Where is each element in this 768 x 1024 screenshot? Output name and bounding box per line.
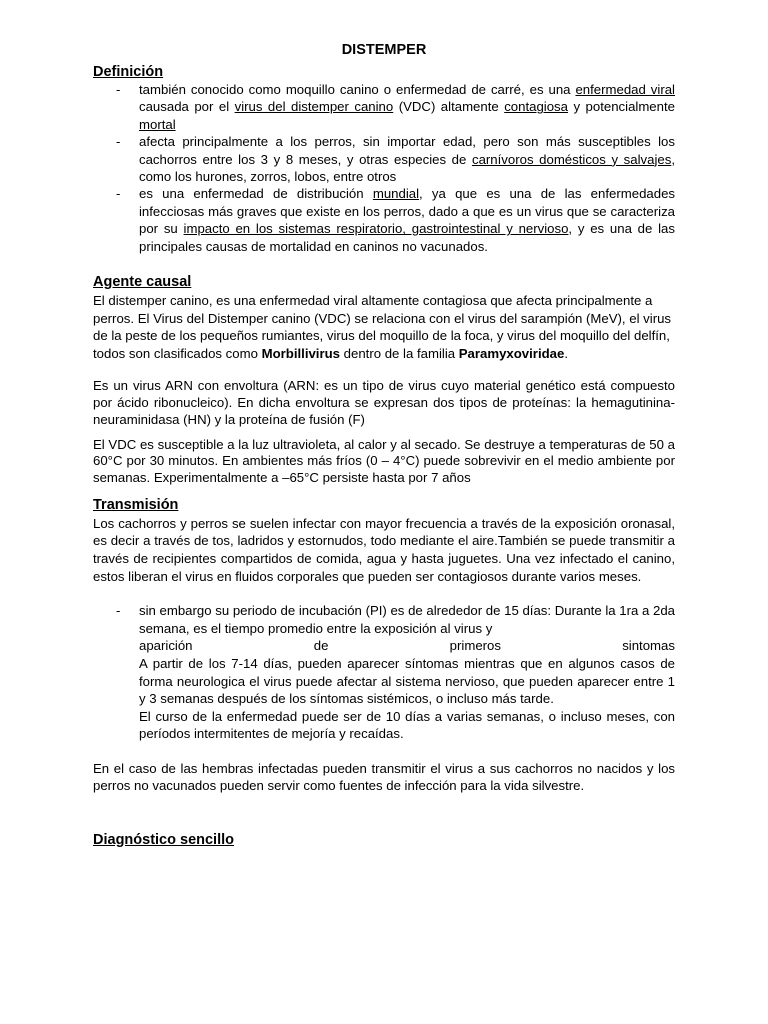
transmision-list [93, 602, 675, 743]
underlined-term: mortal [139, 116, 176, 132]
text-run: , y es una de las principales causas de mortalidad en caninos no vacunados. [139, 221, 675, 254]
definicion-item-3 [93, 185, 675, 255]
text-run: (VDC) altamente [393, 99, 505, 115]
heading-diagnostico: Diagnóstico sencillo [93, 831, 234, 848]
underlined-term: contagiosa [504, 99, 568, 115]
underlined-term: impacto en los sistemas respiratorio, gastrointestinal y nervioso [183, 221, 569, 237]
symptoms-text: A partir de los 7-14 días, pueden aparecer síntomas mientras que en algunos casos de forma neurologica el virus puede afectar al sistema nervioso, que pueden aparecer entre 1 y 3 semanas después de los síntomas sistémicos, o incluso más tarde. [139, 655, 675, 707]
heading-agente-causal: Agente causal [93, 274, 192, 291]
bold-term: Paramyxoviridae [458, 345, 565, 361]
bold-term: Morbillivirus [261, 345, 340, 361]
agente-paragraph-3: El VDC es susceptible a la luz ultravioleta, al calor y al secado. Se destruye a temperaturas de 50 a 60°C por 30 minutos. En ambientes más fríos (0 – 4°C) puede sobrevivir en el medio ambiente por semanas. Experimentalmente a –65°C persiste hasta por 7 años [93, 437, 675, 485]
text-run: . [564, 345, 569, 361]
course-text: El curso de la enfermedad puede ser de 10 días a varias semanas, o incluso meses, con períodos intermitentes de mejoría y recaídas. [139, 708, 675, 742]
dash-marker: - [116, 603, 121, 619]
transmision-paragraph-2: En el caso de las hembras infectadas pueden transmitir el virus a sus cachorros no nacidos y los perros no vacunados pueden servir como fuentes de infección para la vida silvestre. [93, 760, 675, 794]
agente-paragraph-2: Es un virus ARN con envoltura (ARN: es un tipo de virus cuyo material genético está compuesto por ácido ribonucleico). En dicha envoltura se expresan dos tipos de proteínas: la hemagutinina-neuraminidasa (HN) y la proteína de fusión (F) [93, 378, 675, 427]
text-run: El distemper canino, es una enfermedad viral altamente contagiosa que afecta principalmente a perros. El Virus del Distemper canino (VDC) se relaciona con el virus del sarampión (MeV), el virus de la peste de los pequeños rumiantes, virus del moquillo de la foca, y virus del moquillo del delfín, todos son clasificados como [93, 293, 672, 361]
dash-marker: - [116, 82, 121, 97]
definicion-item-2 [93, 133, 675, 185]
word: aparición [139, 638, 193, 654]
text-run: también conocido como moquillo canino o enfermedad de carré, es una [139, 82, 576, 97]
definicion-item-1 [93, 81, 675, 133]
transmision-item-1 [93, 602, 675, 743]
text-run: dentro de la familia [340, 345, 459, 361]
underlined-term: carnívoros domésticos y salvajes [471, 151, 672, 167]
document-page [93, 40, 675, 849]
text-run: causada por el [139, 99, 235, 115]
text-run: y potencialmente [568, 99, 675, 115]
dash-marker: - [116, 186, 121, 202]
word: de [313, 638, 329, 654]
dash-marker: - [116, 134, 121, 150]
incubation-text: sin embargo su periodo de incubación (PI) es de alrededor de 15 días: Durante la 1ra a 2da semana, es el tiempo promedio entre la exposición al virus y [139, 603, 675, 636]
text-run: afecta principalmente a los perros, sin importar edad, pero son más susceptibles los cachorros entre los 3 y 8 meses, y otras especies de [139, 134, 675, 167]
definicion-list [93, 81, 675, 255]
text-run: , como los hurones, zorros, lobos, entre otros [139, 151, 675, 185]
document-title: DISTEMPER [341, 42, 427, 58]
underlined-term: mundial [372, 186, 420, 202]
agente-paragraph-1 [93, 292, 675, 362]
text-run: , ya que es una de las enfermedades infecciosas más graves que existe en los perros, dado a que es un virus que se caracteriza por su [139, 186, 675, 237]
text-run: es una enfermedad de distribución [139, 186, 373, 202]
word: sintomas [622, 638, 675, 654]
underlined-term: virus del distemper canino [234, 99, 394, 115]
heading-definicion: Definición [93, 64, 164, 80]
underlined-term: enfermedad viral [575, 82, 675, 97]
transmision-paragraph-1: Los cachorros y perros se suelen infectar con mayor frecuencia a través de la exposición oronasal, es decir a través de tos, ladridos y estornudos, todo mediante el aire.También se puede transmitir a través de recipientes compartidos de comida, agua y hasta juguetes. Una vez infectado el canino, estos liberan el virus en fluidos corporales que pueden ser contagiosos durante varios meses. [93, 515, 675, 584]
word: primeros [449, 638, 501, 654]
heading-transmision: Transmisión [93, 496, 179, 513]
spread-line [139, 637, 675, 655]
